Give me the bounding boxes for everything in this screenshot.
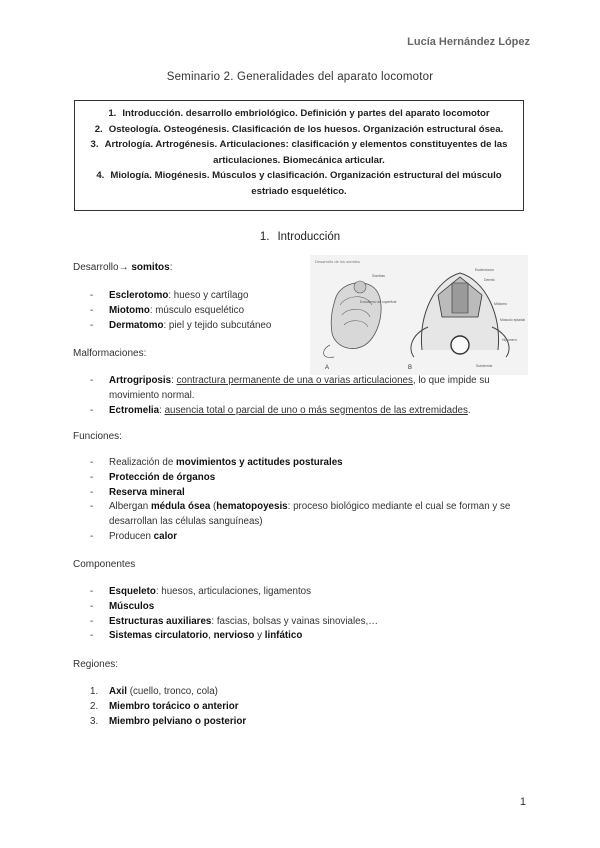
list-item: - Esqueleto: huesos, articulaciones, ligamentos (90, 586, 312, 597)
svg-text:Músculo epiaxial: Músculo epiaxial (500, 318, 526, 322)
list-item: - Estructuras auxiliares: fascias, bolsas y vainas sinoviales,… (90, 615, 378, 627)
list-item: 1. Axil (cuello, tronco, cola) (90, 686, 218, 697)
list-item: - Reserva mineral (90, 486, 185, 498)
list-item: - Dermatomo: piel y tejido subcutáneo (90, 319, 272, 331)
svg-text:Miotomo: Miotomo (494, 302, 508, 306)
malformaciones-lead: Malformaciones: (73, 348, 147, 359)
author-name: Lucía Hernández López (407, 36, 530, 48)
toc-item: 3. Artrología. Artrogénesis. Articulaciones: clasificación y elementos constituyentes de las articulaciones. Biomecánica articular. (90, 139, 508, 166)
list-item: - Sistemas circulatorio, nervioso y linfático (90, 630, 303, 642)
somite-development-figure (310, 255, 528, 375)
regiones-list (90, 685, 520, 729)
list-item: - Músculos (90, 600, 155, 612)
svg-text:Dermis: Dermis (484, 278, 495, 282)
list-item: - Miotomo: músculo esquelético (90, 304, 245, 316)
funciones-list (90, 456, 520, 545)
componentes-list (90, 585, 520, 644)
toc-item: 1. Introducción. desarrollo embriológico. Definición y partes del aparato locomotor (108, 108, 490, 119)
funciones-lead: Funciones: (73, 431, 122, 442)
toc-item: 2. Osteología. Osteogénesis. Clasificación de los huesos. Organización estructural ósea. (94, 123, 504, 135)
list-item: - Artrogriposis: contractura permanente de una o varias articulaciones, lo que impide su movimiento normal. (90, 375, 490, 401)
list-item: - Albergan médula ósea (hematopoyesis: proceso biológico mediante el cual se forman y se desarrollan las células sanguíneas) (90, 501, 511, 528)
malformaciones-list (90, 374, 520, 418)
regiones-lead: Regiones: (73, 659, 119, 670)
svg-text:Hipómero: Hipómero (502, 338, 517, 342)
componentes-lead: Componentes (73, 559, 136, 570)
list-item: - Protección de órganos (90, 471, 216, 483)
svg-text:Subdermis: Subdermis (476, 364, 493, 368)
figure-caption: Desarrollo de los somitos (315, 259, 360, 264)
desarrollo-list (90, 289, 305, 333)
list-item: - Producen calor (90, 530, 178, 542)
svg-text:B: B (408, 365, 413, 371)
list-item: - Realización de movimientos y actitudes posturales (90, 457, 343, 468)
list-item: - Ectromelia: ausencia total o parcial de uno o más segmentos de las extremidades. (90, 404, 471, 416)
svg-text:A: A (325, 365, 330, 371)
toc-item: 4. Miología. Miogénesis. Músculos y clasificación. Organización estructural del músculo estriado esquelético. (96, 170, 502, 197)
desarrollo-lead: Desarrollo→ somitos: (73, 262, 173, 273)
list-item: 2. Miembro torácico o anterior (90, 700, 239, 712)
svg-text:Esclerotomo: Esclerotomo (475, 268, 494, 272)
list-item: 3. Miembro pelviano o posterior (90, 715, 247, 727)
svg-text:Ectodermo de superficie: Ectodermo de superficie (360, 300, 397, 304)
list-item: - Esclerotomo: hueso y cartílago (90, 290, 249, 301)
document-title: Seminario 2. Generalidades del aparato locomotor (166, 71, 434, 83)
svg-text:Somitas: Somitas (372, 274, 385, 278)
table-of-contents (74, 100, 524, 211)
page-number: 1 (519, 796, 526, 808)
section-heading: 1. Introducción (259, 231, 341, 243)
